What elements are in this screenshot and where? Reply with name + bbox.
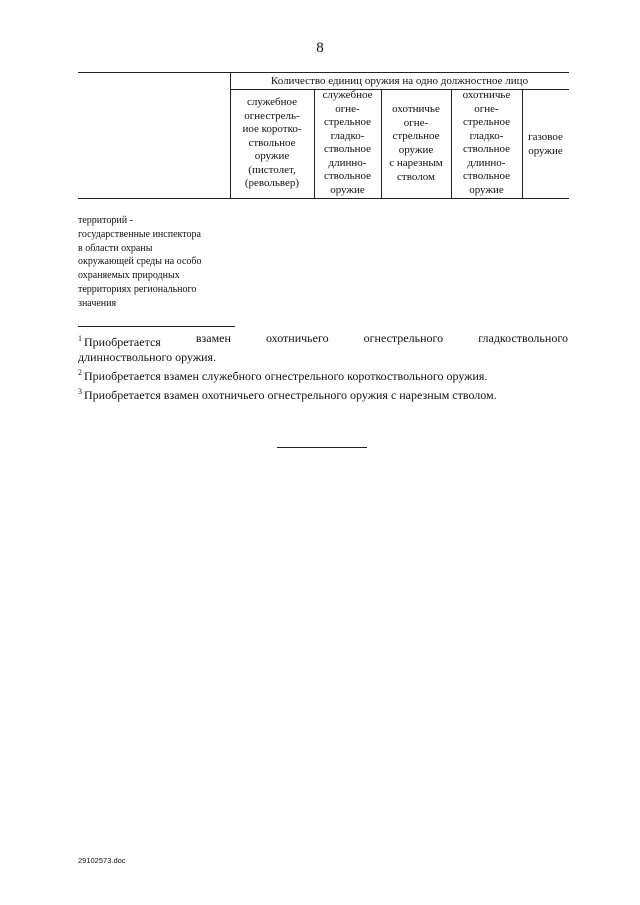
column-header-hunting-smoothbore: охотничье огне- стрельное гладко- ствольное длинно- ствольное оружие: [462, 89, 511, 196]
footnote-1-continuation: длинноствольного оружия.: [78, 350, 217, 364]
footnote-1: $^1$ Приобретается взамен охотничьего огнестрельного гладкоствольного: [78, 331, 568, 349]
weapons-table: [78, 72, 569, 200]
column-header-service-pistol: служебное огнестрель- иое коротко- ствольное оружие (пистолет, (револьвер): [242, 96, 302, 189]
end-of-document-rule: [277, 447, 367, 448]
document-code: 29102573.doc: [78, 856, 126, 865]
column-header-service-smoothbore: служебное огне- стрельное гладко- ствольное длинно- ствольное оружие: [322, 89, 373, 196]
footnotes: [78, 331, 568, 403]
row-label: территорий - государственные инспектора в области охраны окружающей среды на особо охраняемых природных территориях регионального значения: [78, 215, 202, 309]
table-top-border: [78, 72, 569, 73]
column-header-gas: газовое оружие: [528, 131, 563, 157]
footnote-2: $^2$ Приобретается взамен служебного огнестрельного короткоствольного оружия.: [78, 368, 488, 383]
footnote-separator: [78, 326, 235, 327]
column-header-hunting-rifled: охотничье огне- стрельное оружие с нарезным стволом: [389, 103, 443, 183]
table-bottom-border: [78, 198, 569, 199]
page-number: 8: [316, 40, 324, 56]
table-header: Количество единиц оружия на одно должностное лицо: [270, 75, 529, 87]
footnote-3: $^3$ Приобретается взамен охотничьего огнестрельного оружия с нарезным стволом.: [78, 387, 497, 402]
